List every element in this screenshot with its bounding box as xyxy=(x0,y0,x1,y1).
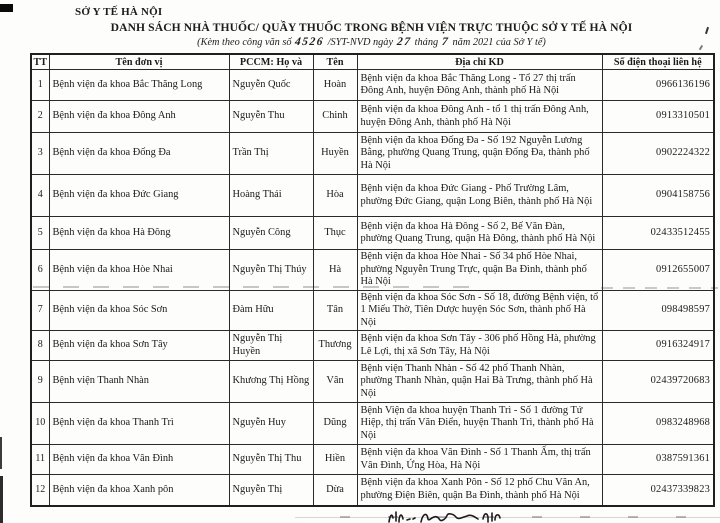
subtitle-text: tháng xyxy=(412,37,441,48)
column-header-phone: Số điện thoại liên hệ xyxy=(602,54,714,70)
handwritten-month: 7 xyxy=(441,36,450,48)
cell-unit: Bệnh viện đa khoa Vân Đình xyxy=(49,445,229,475)
cell-ho: Đàm Hữu xyxy=(229,290,313,331)
cell-unit: Bệnh viện đa khoa Đống Đa xyxy=(49,133,229,175)
cell-unit: Bệnh viện Thanh Nhàn xyxy=(49,361,229,403)
cell-unit: Bệnh viện đa khoa Hòe Nhai xyxy=(49,250,229,291)
cell-address: Bệnh viện đa khoa Sóc Sơn - Số 18, đường Bệnh viện, tổ 1 Miếu Thờ, Tiên Dược huyện Sóc Sơn, thành phố Hà Nội xyxy=(357,290,602,331)
cell-ho: Nguyễn Thị Thu xyxy=(229,445,313,475)
column-header-unit: Tên đơn vị xyxy=(49,54,229,70)
table-row xyxy=(31,175,714,217)
cell-ten: Hiền xyxy=(313,445,357,475)
cell-ho: Nguyễn Quốc xyxy=(229,70,313,101)
subtitle-text: năm 2021 của Sở Y tế) xyxy=(449,37,546,48)
column-header-address: Địa chỉ KD xyxy=(357,54,602,70)
cell-address: Bệnh viện đa khoa Hòe Nhai - Số 34 phố Hòe Nhai, phường Nguyễn Trung Trực, quận Ba Đình, thành phố Hà Nội xyxy=(357,250,602,291)
cell-phone: 0983248968 xyxy=(602,403,714,445)
cell-address: Bệnh viện đa khoa Hà Đông - Số 2, Bế Văn Đàn, phường Quang Trung, quận Hà Đông, thành phố Hà Nội xyxy=(357,217,602,250)
table-row xyxy=(31,445,714,475)
cell-address: Bệnh viện đa khoa Sơn Tây - 306 phố Hồng Hà, phường Lê Lợi, thị xã Sơn Tây, Hà Nội xyxy=(357,331,602,361)
table-row xyxy=(31,70,714,101)
table-row xyxy=(31,250,714,291)
cell-ten: Dừa xyxy=(313,475,357,506)
table-header-row xyxy=(31,54,714,70)
cell-ten: Thương xyxy=(313,331,357,361)
cell-phone: 02437339823 xyxy=(602,475,714,506)
document-header xyxy=(30,6,713,48)
cell-tt: 1 xyxy=(31,70,49,101)
cell-unit: Bệnh viện đa khoa Thanh Trì xyxy=(49,403,229,445)
cell-phone: 0904158756 xyxy=(602,175,714,217)
column-header-ten: Tên xyxy=(313,54,357,70)
table-row xyxy=(31,133,714,175)
table-row xyxy=(31,403,714,445)
table-row xyxy=(31,101,714,133)
cell-ten: Hoàn xyxy=(313,70,357,101)
cell-tt: 2 xyxy=(31,101,49,133)
cell-phone: 098498597 xyxy=(602,290,714,331)
cell-tt: 9 xyxy=(31,361,49,403)
table-row xyxy=(31,361,714,403)
scan-artifact-top-left xyxy=(0,4,13,12)
cell-unit: Bệnh viện đa khoa Hà Đông xyxy=(49,217,229,250)
cell-unit: Bệnh viện đa khoa Sóc Sơn xyxy=(49,290,229,331)
cell-phone: 02439720683 xyxy=(602,361,714,403)
scan-artifact-left-edge-bar xyxy=(0,476,3,523)
subtitle-text: /SYT-NVD ngày xyxy=(325,37,396,48)
cell-ten: Huyền xyxy=(313,133,357,175)
cell-unit: Bệnh viện đa khoa Sơn Tây xyxy=(49,331,229,361)
cell-ho: Nguyễn Thu xyxy=(229,101,313,133)
cell-address: Bệnh viện đa khoa Đống Đa - Số 192 Nguyễn Lương Bằng, phường Quang Trung, quận Đống Đa, thành phố Hà Nội xyxy=(357,133,602,175)
handwritten-doc-number: 4526 xyxy=(294,36,325,48)
cell-unit: Bệnh viện đa khoa Đức Giang xyxy=(49,175,229,217)
column-header-ho: PCCM: Họ và xyxy=(229,54,313,70)
cell-tt: 10 xyxy=(31,403,49,445)
cell-address: Bệnh viện đa khoa Xanh Pôn - Số 12 phố Chu Văn An, phường Điện Biên, quận Ba Đình, thành phố Hà Nội xyxy=(357,475,602,506)
document-subtitle xyxy=(30,36,713,48)
cell-tt: 3 xyxy=(31,133,49,175)
cell-ho: Hoàng Thái xyxy=(229,175,313,217)
cell-unit: Bệnh viện đa khoa Đông Anh xyxy=(49,101,229,133)
column-header-tt: TT xyxy=(31,54,49,70)
cell-phone: 0913310501 xyxy=(602,101,714,133)
cell-ten: Tân xyxy=(313,290,357,331)
cell-tt: 5 xyxy=(31,217,49,250)
cell-address: Bệnh Viện đa khoa huyện Thanh Trì - Số 1 đường Tứ Hiệp, thị trấn Văn Điển, huyện Thanh Trì, thành phố Hà Nội xyxy=(357,403,602,445)
cell-ten: Chinh xyxy=(313,101,357,133)
cell-address: Bệnh viện đa khoa Đông Anh - tổ 1 thị trấn Đông Anh, huyện Đông Anh, thành phố Hà Nội xyxy=(357,101,602,133)
cell-ho: Nguyễn Công xyxy=(229,217,313,250)
cell-ten: Hà xyxy=(313,250,357,291)
pharmacy-list-table xyxy=(30,53,715,507)
cell-address: Bệnh viện đa khoa Đức Giang - Phố Trường Lâm, phường Đức Giang, quận Long Biên, thành phố Hà Nội xyxy=(357,175,602,217)
cell-unit: Bệnh viện đa khoa Bắc Thăng Long xyxy=(49,70,229,101)
table-row xyxy=(31,290,714,331)
cell-ten: Hòa xyxy=(313,175,357,217)
cell-phone: 0912655007 xyxy=(602,250,714,291)
table-row xyxy=(31,331,714,361)
cell-ho: Khương Thị Hồng xyxy=(229,361,313,403)
agency-name: SỞ Y TẾ HÀ NỘI xyxy=(75,6,163,18)
cell-phone: 0902224322 xyxy=(602,133,714,175)
subtitle-text: (Kèm theo công văn số xyxy=(197,37,295,48)
cell-unit: Bệnh viện đa khoa Xanh pôn xyxy=(49,475,229,506)
cell-address: Bệnh viện Thanh Nhàn - Số 42 phố Thanh Nhàn, phường Thanh Nhàn, quận Hai Bà Trưng, thành phố Hà Nội xyxy=(357,361,602,403)
document-title: DANH SÁCH NHÀ THUỐC/ QUẦY THUỐC TRONG BỆNH VIỆN TRỰC THUỘC SỞ Y TẾ HÀ NỘI xyxy=(110,21,633,34)
scan-artifact-fold-line xyxy=(295,517,720,518)
scan-artifact-left-edge-bar xyxy=(0,437,2,469)
cell-ten: Vân xyxy=(313,361,357,403)
cell-ten: Thục xyxy=(313,217,357,250)
cell-ten: Dũng xyxy=(313,403,357,445)
cell-address: Bệnh viện đa khoa Vân Đình - Số 1 Thanh Ấm, thị trấn Vân Đình, Ứng Hòa, Hà Nội xyxy=(357,445,602,475)
cell-address: Bệnh viện đa khoa Bắc Thăng Long - Tổ 27 thị trấn Đông Anh, huyện Đông Anh, thành phố Hà Nội xyxy=(357,70,602,101)
cell-tt: 4 xyxy=(31,175,49,217)
cell-tt: 11 xyxy=(31,445,49,475)
cell-ho: Nguyễn Huy xyxy=(229,403,313,445)
handwritten-day: 27 xyxy=(395,36,412,48)
cell-phone: 0966136196 xyxy=(602,70,714,101)
cell-tt: 12 xyxy=(31,475,49,506)
cell-ho: Nguyễn Thị Thúy xyxy=(229,250,313,291)
table-row xyxy=(31,475,714,506)
cell-ho: Nguyễn Thị Huyền xyxy=(229,331,313,361)
scan-artifact-fold-dashes xyxy=(340,516,715,518)
cell-phone: 02433512455 xyxy=(602,217,714,250)
cell-tt: 8 xyxy=(31,331,49,361)
cell-ho: Nguyễn Thị xyxy=(229,475,313,506)
cell-phone: 0916324917 xyxy=(602,331,714,361)
cell-ho: Trần Thị xyxy=(229,133,313,175)
table-row xyxy=(31,217,714,250)
cell-tt: 6 xyxy=(31,250,49,291)
cell-phone: 0387591361 xyxy=(602,445,714,475)
cell-tt: 7 xyxy=(31,290,49,331)
